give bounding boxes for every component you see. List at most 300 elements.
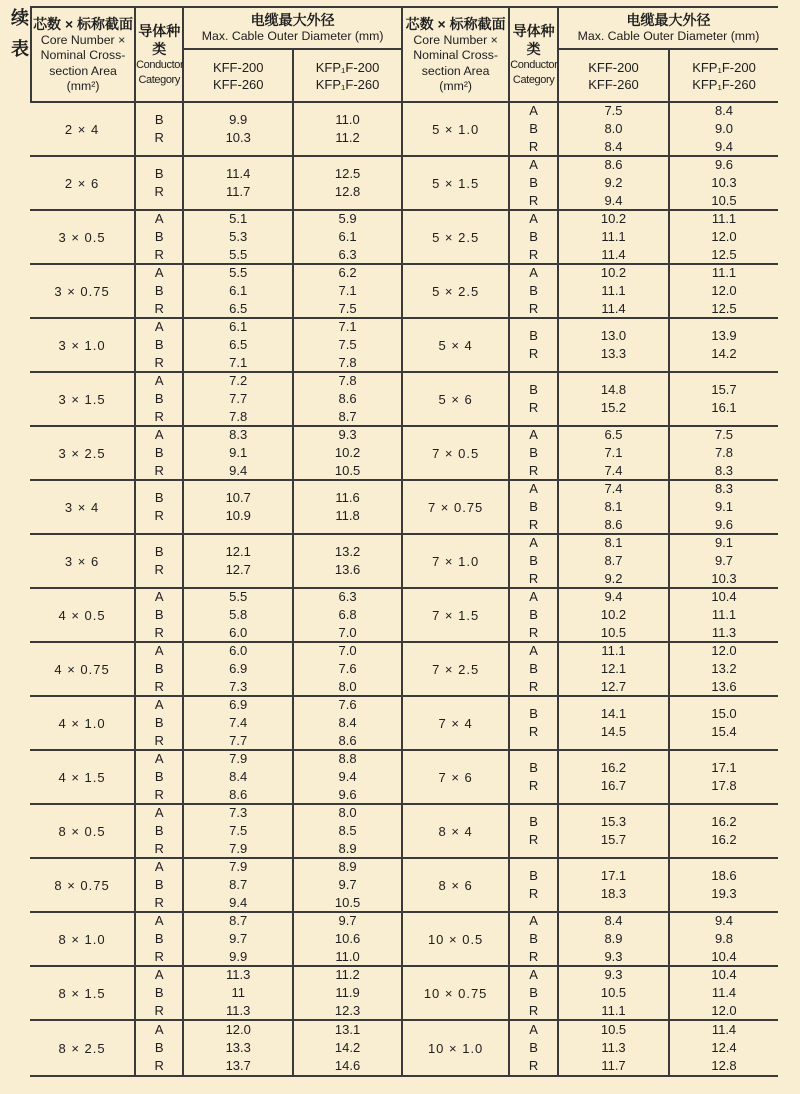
- conductor-category-value: A: [154, 643, 164, 658]
- kff-diameter-value: 11.7: [226, 184, 251, 199]
- kpf-diameter-value: 12.0: [711, 1003, 737, 1018]
- conductor-header-cell: [510, 8, 559, 101]
- kpf-diameter-cell: [670, 643, 778, 695]
- kff-diameter-cell: [559, 805, 670, 857]
- kff-model-line2: KFF-260: [212, 76, 264, 92]
- conductor-category-value: R: [528, 301, 539, 316]
- kpf-diameter-cell: [294, 373, 401, 425]
- kff-diameter-value: 12.1: [225, 544, 251, 559]
- kff-diameter-value: 6.5: [604, 427, 623, 442]
- conductor-category-value: R: [154, 355, 164, 370]
- kpf-diameter-value: 11.2: [335, 967, 360, 982]
- kff-diameter-value: 14.8: [600, 382, 627, 397]
- kpf-diameter-cell: [294, 805, 401, 857]
- conductor-category-value: B: [529, 445, 538, 460]
- kff-diameter-value: 7.3: [229, 679, 248, 694]
- kff-model-line1: KFF-200: [212, 59, 264, 75]
- kpf-diameter-value: 14.6: [334, 1058, 361, 1073]
- conductor-category-value: A: [154, 913, 164, 928]
- conductor-cell: [136, 859, 184, 911]
- spec-group-row: [30, 535, 401, 589]
- kff-diameter-value: 11.3: [226, 1003, 251, 1018]
- kff-diameter-cell: [184, 535, 294, 587]
- kpf-diameter-cell: [294, 589, 401, 641]
- kff-diameter-value: 7.9: [229, 751, 248, 766]
- conductor-category-value: A: [529, 265, 538, 280]
- kpf-diameter-cell: [294, 265, 401, 317]
- conductor-cell: [510, 643, 559, 695]
- kff-diameter-value: 9.4: [229, 463, 248, 478]
- kpf-diameter-value: 11.0: [335, 112, 360, 127]
- kff-diameter-value: 11.1: [601, 1003, 626, 1018]
- conductor-category-value: R: [528, 886, 539, 901]
- kpf-diameter-cell: [670, 697, 778, 749]
- core-size-cell: 5 × 4: [403, 319, 510, 371]
- kff-diameter-cell: [184, 373, 294, 425]
- core-size-cell: 3 × 0.5: [30, 211, 136, 263]
- kpf-diameter-cell: [670, 859, 778, 911]
- kpf-diameter-value: 10.4: [711, 949, 737, 964]
- kff-diameter-value: 8.1: [604, 535, 623, 550]
- kpf-diameter-value: 17.8: [711, 778, 737, 793]
- kff-model-header-cell: [184, 50, 294, 101]
- kff-diameter-value: 7.9: [229, 859, 248, 874]
- kpf-diameter-value: 7.8: [338, 355, 357, 370]
- kff-diameter-value: 7.2: [229, 373, 248, 388]
- conductor-category-value: A: [529, 913, 538, 928]
- kpf-diameter-value: 11.1: [711, 265, 737, 280]
- kff-diameter-cell: [184, 805, 294, 857]
- spec-group-row: [30, 265, 401, 319]
- conductor-cell: [136, 697, 184, 749]
- kff-diameter-value: 6.0: [229, 643, 248, 658]
- kff-diameter-value: 9.9: [229, 112, 248, 127]
- kff-diameter-value: 11.4: [601, 301, 626, 316]
- kpf-diameter-value: 9.3: [338, 427, 357, 442]
- conductor-category-value: B: [529, 229, 538, 244]
- kff-diameter-value: 11.4: [226, 166, 251, 181]
- conductor-category-value: R: [154, 895, 164, 910]
- conductor-category-value: B: [154, 877, 164, 892]
- kpf-diameter-value: 13.1: [334, 1022, 361, 1037]
- left-table-header: [30, 8, 401, 103]
- kff-diameter-value: 16.7: [600, 778, 627, 793]
- kpf-diameter-value: 9.4: [714, 139, 734, 154]
- conductor-category-value: A: [529, 967, 538, 982]
- diameter-header-en: Max. Cable Outer Diameter (mm): [577, 29, 760, 44]
- kff-diameter-cell: [559, 697, 670, 749]
- kpf-diameter-value: 19.3: [711, 886, 737, 901]
- kff-diameter-value: 10.2: [600, 607, 627, 622]
- kff-diameter-value: 10.3: [225, 130, 251, 145]
- kpf-diameter-cell: [670, 211, 778, 263]
- conductor-category-value: B: [154, 490, 164, 505]
- kff-diameter-value: 6.9: [229, 661, 248, 676]
- spec-group-row: [403, 373, 778, 427]
- kff-diameter-cell: [559, 265, 670, 317]
- kpf-diameter-value: 11.1: [711, 211, 737, 226]
- kpf-model-header-cell: [670, 50, 778, 101]
- conductor-category-value: A: [154, 859, 164, 874]
- kff-diameter-value: 12.7: [225, 562, 251, 577]
- conductor-category-value: R: [154, 409, 164, 424]
- kff-diameter-cell: [559, 589, 670, 641]
- conductor-category-value: B: [529, 1040, 538, 1055]
- core-size-cell: 7 × 4: [403, 697, 510, 749]
- kff-diameter-value: 10.5: [600, 625, 627, 640]
- conductor-cell: [136, 481, 184, 533]
- kpf-diameter-value: 7.1: [338, 283, 357, 298]
- kff-diameter-value: 8.4: [604, 139, 623, 154]
- conductor-category-value: A: [529, 103, 538, 118]
- core-size-cell: 2 × 4: [30, 103, 136, 155]
- kff-diameter-value: 11: [231, 985, 245, 1000]
- kff-diameter-cell: [184, 643, 294, 695]
- kpf-diameter-cell: [670, 103, 778, 155]
- kpf-diameter-value: 12.0: [711, 229, 737, 244]
- conductor-category-value: R: [528, 193, 539, 208]
- kpf-diameter-value: 10.5: [711, 193, 737, 208]
- kff-diameter-value: 13.3: [600, 346, 627, 361]
- core-size-cell: 8 × 2.5: [30, 1021, 136, 1075]
- conductor-category-value: B: [529, 814, 538, 829]
- conductor-category-value: R: [154, 733, 164, 748]
- conductor-header-cell: [136, 8, 184, 101]
- kff-diameter-value: 12.1: [600, 661, 627, 676]
- kpf-diameter-cell: [294, 157, 401, 209]
- conductor-cell: [136, 967, 184, 1019]
- conductor-category-value: R: [528, 1058, 539, 1073]
- conductor-cell: [510, 805, 559, 857]
- conductor-category-value: B: [154, 166, 164, 181]
- conductor-category-value: A: [529, 427, 538, 442]
- conductor-category-value: B: [529, 121, 538, 136]
- core-size-cell: 8 × 0.75: [30, 859, 136, 911]
- spec-group-row: [30, 751, 401, 805]
- kpf-diameter-cell: [294, 859, 401, 911]
- conductor-cell: [510, 751, 559, 803]
- kpf-diameter-value: 11.4: [711, 1022, 737, 1037]
- kff-diameter-cell: [184, 967, 294, 1019]
- kpf-diameter-value: 12.0: [711, 643, 737, 658]
- kpf-diameter-value: 11.6: [335, 490, 360, 505]
- conductor-category-value: R: [154, 625, 164, 640]
- diameter-header-en: Max. Cable Outer Diameter (mm): [201, 29, 384, 44]
- kff-diameter-cell: [559, 103, 670, 155]
- kpf-diameter-value: 9.7: [338, 877, 357, 892]
- kpf-diameter-value: 12.0: [711, 283, 737, 298]
- conductor-category-value: B: [154, 769, 164, 784]
- kff-diameter-value: 16.2: [600, 760, 627, 775]
- spec-group-row: [403, 481, 778, 535]
- conductor-cell: [510, 103, 559, 155]
- core-size-cell: 8 × 1.0: [30, 913, 136, 965]
- conductor-cell: [510, 211, 559, 263]
- core-size-cell: 7 × 0.5: [403, 427, 510, 479]
- conductor-category-value: B: [529, 328, 538, 343]
- kpf-diameter-value: 18.6: [711, 868, 737, 883]
- kpf-diameter-cell: [294, 211, 401, 263]
- kpf-model-line1: KFP₁F-200: [315, 59, 380, 75]
- core-size-cell: 3 × 1.5: [30, 373, 136, 425]
- conductor-cell: [510, 589, 559, 641]
- kff-diameter-value: 11.1: [601, 283, 626, 298]
- kpf-diameter-value: 13.6: [334, 562, 361, 577]
- spec-group-row: [30, 319, 401, 373]
- core-size-header-unit: (mm²): [439, 79, 473, 93]
- kff-diameter-cell: [559, 859, 670, 911]
- kpf-diameter-value: 12.5: [711, 301, 737, 316]
- core-size-header-en3: section Area: [421, 63, 490, 78]
- kff-diameter-value: 9.4: [604, 589, 623, 604]
- kpf-diameter-value: 8.7: [338, 409, 357, 424]
- kpf-diameter-value: 13.9: [711, 328, 737, 343]
- kff-diameter-value: 8.7: [229, 877, 248, 892]
- conductor-cell: [510, 373, 559, 425]
- conductor-category-value: A: [154, 211, 164, 226]
- core-size-cell: 7 × 1.0: [403, 535, 510, 587]
- conductor-cell: [510, 859, 559, 911]
- kff-diameter-value: 7.4: [604, 463, 623, 478]
- kpf-diameter-value: 7.8: [714, 445, 734, 460]
- conductor-cell: [510, 1021, 559, 1075]
- kff-diameter-cell: [559, 157, 670, 209]
- core-size-cell: 5 × 2.5: [403, 265, 510, 317]
- conductor-category-value: A: [529, 211, 538, 226]
- kff-diameter-value: 11.1: [601, 643, 626, 658]
- kpf-diameter-value: 8.0: [338, 679, 357, 694]
- right-spec-table: [403, 6, 778, 1077]
- conductor-category-value: A: [154, 427, 164, 442]
- kpf-diameter-value: 8.4: [338, 715, 357, 730]
- kpf-diameter-cell: [294, 643, 401, 695]
- conductor-category-value: A: [154, 265, 164, 280]
- kpf-diameter-value: 8.8: [338, 751, 357, 766]
- conductor-category-value: B: [154, 607, 164, 622]
- kpf-diameter-value: 12.3: [334, 1003, 361, 1018]
- kpf-diameter-value: 11.0: [335, 949, 360, 964]
- kpf-diameter-value: 9.4: [714, 913, 734, 928]
- conductor-cell: [510, 535, 559, 587]
- diameter-header-cell: [184, 8, 401, 50]
- kff-diameter-cell: [184, 859, 294, 911]
- core-size-cell: 7 × 2.5: [403, 643, 510, 695]
- kpf-diameter-value: 9.8: [714, 931, 734, 946]
- spec-group-row: [403, 751, 778, 805]
- kff-diameter-value: 5.5: [229, 265, 248, 280]
- conductor-cell: [136, 373, 184, 425]
- conductor-category-value: B: [154, 229, 164, 244]
- kff-diameter-value: 6.5: [229, 301, 248, 316]
- kpf-diameter-value: 16.2: [711, 814, 737, 829]
- spec-group-row: [403, 913, 778, 967]
- conductor-cell: [136, 319, 184, 371]
- kff-diameter-value: 10.5: [600, 985, 627, 1000]
- spec-group-row: [403, 1021, 778, 1075]
- kpf-diameter-cell: [670, 373, 778, 425]
- conductor-category-value: B: [529, 661, 538, 676]
- conductor-category-value: A: [154, 1022, 164, 1037]
- kpf-diameter-value: 9.6: [338, 787, 357, 802]
- kff-diameter-value: 11.1: [601, 229, 626, 244]
- conductor-category-value: R: [528, 832, 539, 847]
- kff-diameter-value: 13.3: [225, 1040, 251, 1055]
- kff-diameter-cell: [184, 913, 294, 965]
- conductor-category-value: R: [154, 1058, 164, 1073]
- kpf-diameter-value: 11.9: [335, 985, 360, 1000]
- kff-diameter-value: 15.3: [600, 814, 627, 829]
- kff-diameter-value: 9.2: [604, 175, 623, 190]
- conductor-cell: [136, 211, 184, 263]
- kpf-diameter-value: 12.5: [711, 247, 737, 262]
- conductor-category-value: B: [154, 661, 164, 676]
- spec-group-row: [403, 157, 778, 211]
- kpf-diameter-value: 11.2: [335, 130, 360, 145]
- kpf-diameter-value: 15.0: [711, 706, 737, 721]
- kpf-diameter-value: 8.4: [714, 103, 734, 118]
- core-size-header-en2: Nominal Cross-: [40, 48, 126, 62]
- kpf-diameter-value: 15.4: [711, 724, 737, 739]
- model-header-row: [559, 50, 778, 101]
- kff-diameter-value: 13.7: [225, 1058, 251, 1073]
- kpf-diameter-value: 11.3: [711, 625, 737, 640]
- kpf-diameter-cell: [670, 913, 778, 965]
- core-size-cell: 2 × 6: [30, 157, 136, 209]
- kff-diameter-value: 6.1: [229, 283, 248, 298]
- diameter-header-cell: [559, 8, 778, 50]
- conductor-cell: [510, 157, 559, 209]
- model-header-row: [184, 50, 401, 101]
- conductor-category-value: B: [529, 985, 538, 1000]
- core-size-cell: 5 × 1.5: [403, 157, 510, 209]
- kff-diameter-value: 14.5: [600, 724, 627, 739]
- kpf-diameter-value: 9.1: [714, 535, 734, 550]
- kpf-diameter-value: 6.2: [338, 265, 357, 280]
- kff-diameter-value: 7.1: [229, 355, 248, 370]
- spec-group-row: [30, 157, 401, 211]
- kpf-diameter-value: 10.3: [711, 571, 737, 586]
- kpf-diameter-value: 8.3: [714, 481, 734, 496]
- conductor-cell: [510, 913, 559, 965]
- kpf-diameter-value: 7.6: [338, 661, 357, 676]
- kpf-diameter-value: 17.1: [711, 760, 737, 775]
- spec-group-row: [403, 697, 778, 751]
- kff-diameter-value: 5.5: [229, 247, 248, 262]
- kpf-diameter-cell: [670, 535, 778, 587]
- conductor-cell: [510, 967, 559, 1019]
- kpf-diameter-value: 10.4: [711, 589, 737, 604]
- kpf-diameter-value: 7.5: [714, 427, 734, 442]
- conductor-category-value: R: [528, 247, 539, 262]
- conductor-category-value: R: [528, 139, 539, 154]
- left-table-body: [30, 103, 401, 1075]
- conductor-cell: [136, 913, 184, 965]
- core-size-cell: 7 × 1.5: [403, 589, 510, 641]
- conductor-category-value: B: [154, 1040, 164, 1055]
- kpf-diameter-value: 9.6: [714, 157, 734, 172]
- kpf-diameter-value: 7.8: [338, 373, 357, 388]
- conductor-category-value: R: [154, 1003, 164, 1018]
- spec-group-row: [403, 535, 778, 589]
- kpf-diameter-cell: [670, 751, 778, 803]
- kff-diameter-cell: [184, 265, 294, 317]
- kpf-diameter-cell: [670, 319, 778, 371]
- conductor-cell: [136, 265, 184, 317]
- conductor-category-value: R: [528, 571, 539, 586]
- kff-diameter-cell: [184, 211, 294, 263]
- spec-group-row: [30, 859, 401, 913]
- conductor-category-value: R: [154, 130, 164, 145]
- kff-diameter-value: 8.7: [229, 913, 248, 928]
- kff-diameter-cell: [184, 1021, 294, 1075]
- kff-diameter-value: 10.2: [600, 265, 627, 280]
- core-size-cell: 8 × 6: [403, 859, 510, 911]
- kpf-diameter-value: 5.9: [338, 211, 357, 226]
- kff-diameter-cell: [184, 103, 294, 155]
- kff-diameter-value: 5.1: [229, 211, 248, 226]
- core-size-cell: 8 × 4: [403, 805, 510, 857]
- kff-diameter-value: 9.4: [604, 193, 623, 208]
- conductor-category-value: B: [529, 553, 538, 568]
- kff-diameter-value: 6.9: [229, 697, 248, 712]
- kpf-diameter-value: 7.1: [338, 319, 357, 334]
- kpf-diameter-value: 6.1: [338, 229, 357, 244]
- spec-group-row: [403, 643, 778, 697]
- conductor-category-value: B: [154, 283, 164, 298]
- kpf-diameter-value: 16.2: [711, 832, 737, 847]
- kff-diameter-cell: [559, 751, 670, 803]
- kpf-diameter-value: 7.5: [338, 337, 357, 352]
- conductor-category-value: B: [154, 823, 164, 838]
- conductor-cell: [136, 103, 184, 155]
- core-size-cell: 3 × 1.0: [30, 319, 136, 371]
- spec-group-row: [403, 967, 778, 1021]
- core-size-cell: 3 × 6: [30, 535, 136, 587]
- kpf-diameter-cell: [670, 157, 778, 209]
- kpf-diameter-cell: [294, 751, 401, 803]
- kff-diameter-cell: [184, 427, 294, 479]
- kff-diameter-value: 17.1: [600, 868, 627, 883]
- conductor-category-value: B: [529, 499, 538, 514]
- kff-diameter-cell: [559, 913, 670, 965]
- kff-diameter-value: 6.1: [229, 319, 248, 334]
- conductor-category-value: B: [154, 985, 164, 1000]
- diameter-header-group: [559, 8, 778, 101]
- spec-group-row: [30, 481, 401, 535]
- conductor-cell: [136, 427, 184, 479]
- spec-group-row: [30, 643, 401, 697]
- core-size-cell: 7 × 0.75: [403, 481, 510, 533]
- conductor-category-value: R: [154, 787, 164, 802]
- conductor-category-value: A: [154, 967, 164, 982]
- kff-diameter-value: 8.9: [604, 931, 623, 946]
- conductor-category-value: A: [154, 373, 164, 388]
- kpf-diameter-value: 8.5: [338, 823, 357, 838]
- kff-diameter-value: 9.2: [604, 571, 623, 586]
- conductor-category-value: R: [154, 508, 164, 523]
- kff-diameter-cell: [184, 481, 294, 533]
- kff-diameter-cell: [184, 589, 294, 641]
- kff-diameter-cell: [184, 751, 294, 803]
- conductor-cell: [136, 643, 184, 695]
- kpf-diameter-value: 8.3: [714, 463, 734, 478]
- spec-group-row: [403, 319, 778, 373]
- kpf-diameter-value: 9.7: [338, 913, 357, 928]
- left-spec-table: [30, 6, 403, 1077]
- core-size-header-zh: 芯数 × 标称截面: [405, 15, 506, 32]
- kpf-diameter-value: 7.0: [338, 643, 357, 658]
- spec-group-row: [30, 589, 401, 643]
